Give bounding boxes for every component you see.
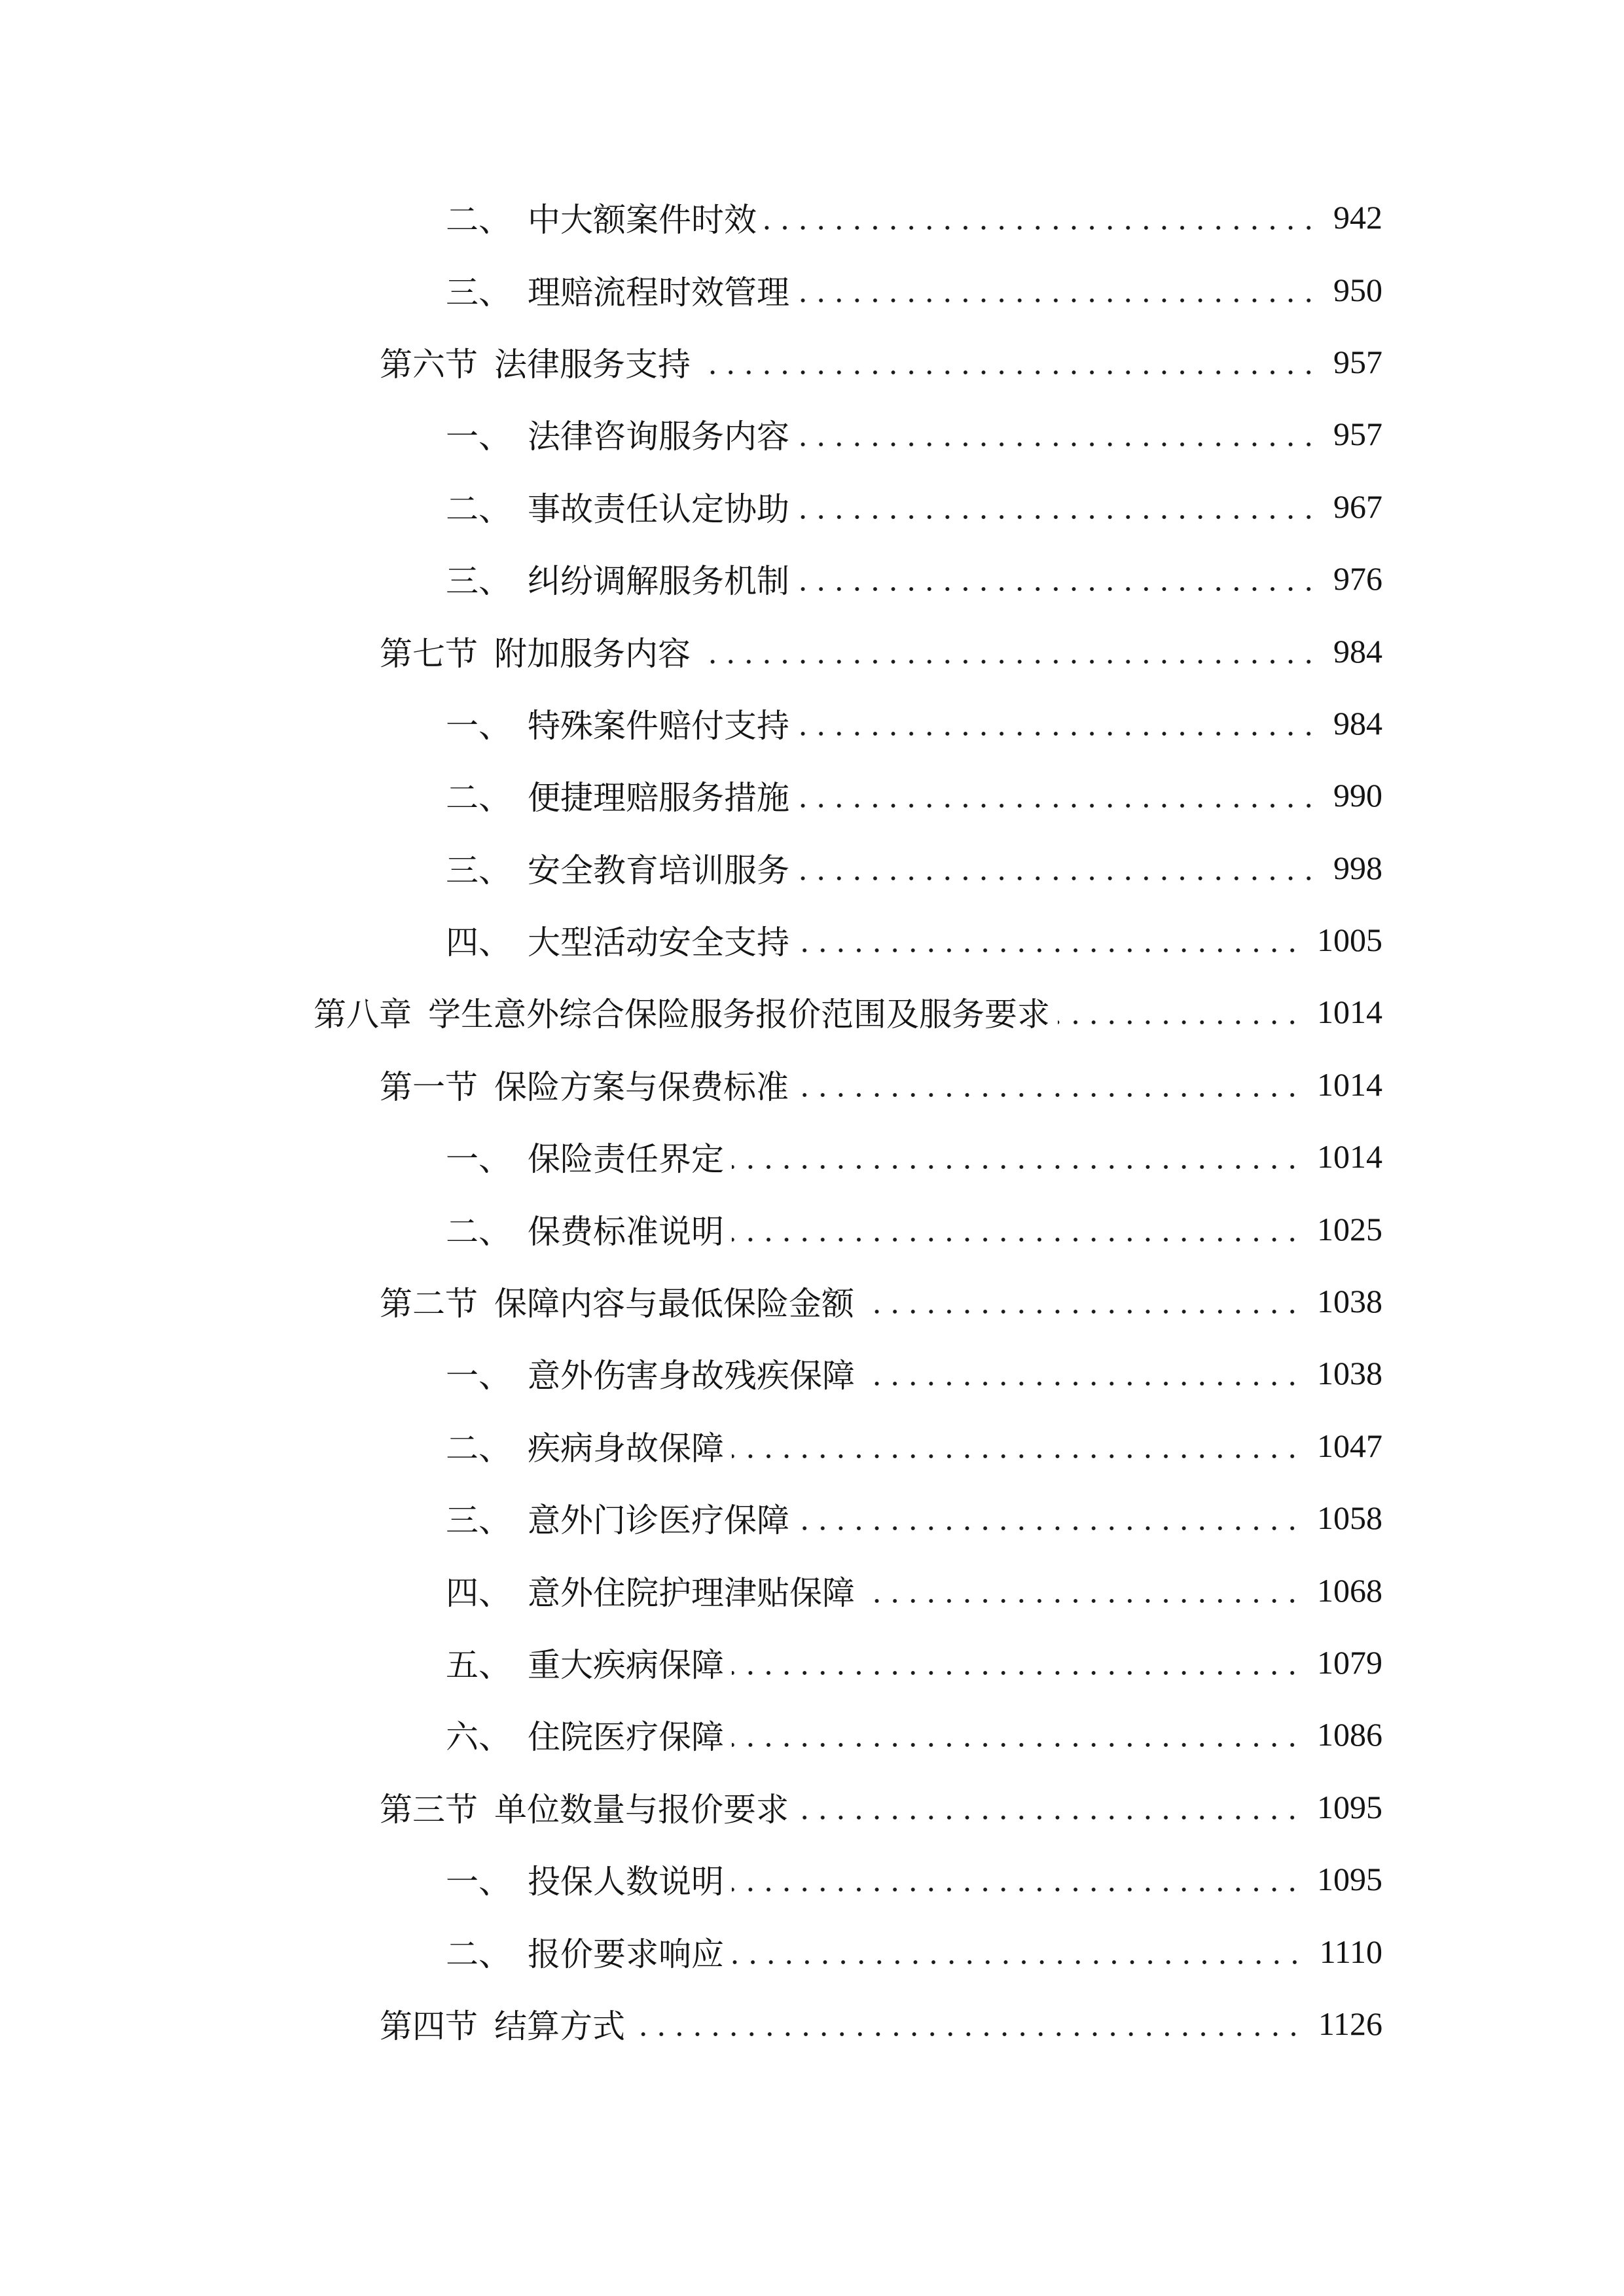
toc-entry-title: 疾病身故保障: [528, 1429, 724, 1467]
dot-leader: [732, 1429, 1301, 1462]
toc-entry-page: 1058: [1317, 1499, 1382, 1537]
toc-section-entry[interactable]: [314, 1049, 1382, 1121]
toc-section-entry[interactable]: [314, 326, 1382, 398]
dot-leader: [732, 1213, 1301, 1246]
toc-subsection-entry[interactable]: [314, 687, 1382, 759]
dot-leader: [797, 1501, 1301, 1534]
toc-entry-page: 1038: [1317, 1355, 1382, 1392]
dot-leader: [1058, 996, 1301, 1028]
toc-entry-page: 942: [1333, 199, 1382, 236]
toc-entry-number: 六、: [446, 1719, 511, 1756]
toc-entry-number: 一、: [446, 418, 511, 456]
toc-entry-number: 三、: [446, 852, 511, 889]
toc-entry-title: 保险责任界定: [528, 1141, 724, 1178]
toc-entry-page: 1014: [1317, 1066, 1382, 1103]
toc-entry-page: 1110: [1319, 1933, 1382, 1970]
toc-entry-page: 967: [1333, 488, 1382, 525]
dot-leader: [732, 1935, 1304, 1968]
table-of-contents: [314, 181, 1382, 2060]
toc-subsection-entry[interactable]: [314, 1554, 1382, 1626]
toc-subsection-entry[interactable]: [314, 1843, 1382, 1915]
toc-entry-page: 1126: [1318, 2005, 1382, 2042]
dot-leader: [797, 852, 1318, 884]
toc-entry-page: 990: [1333, 777, 1382, 814]
toc-entry-page: 1095: [1317, 1861, 1382, 1898]
toc-entry-title: 纠纷调解服务机制: [528, 563, 789, 600]
dot-leader: [698, 346, 1318, 378]
toc-section-entry[interactable]: [314, 615, 1382, 687]
toc-subsection-entry[interactable]: [314, 471, 1382, 543]
dot-leader: [732, 1646, 1301, 1679]
toc-entry-number: 二、: [446, 1429, 511, 1467]
toc-entry-number: 第七节: [380, 635, 478, 672]
toc-entry-title: 保障内容与最低保险金额: [494, 1285, 854, 1323]
toc-entry-number: 三、: [446, 274, 511, 311]
toc-entry-number: 二、: [446, 1213, 511, 1250]
toc-entry-number: 一、: [446, 1357, 511, 1395]
toc-entry-number: 三、: [446, 563, 511, 600]
dot-leader: [797, 490, 1318, 523]
dot-leader: [797, 779, 1318, 812]
toc-entry-number: 四、: [446, 1574, 511, 1611]
toc-entry-page: 1005: [1317, 922, 1382, 959]
toc-subsection-entry[interactable]: [314, 832, 1382, 904]
toc-entry-title: 保费标准说明: [528, 1213, 724, 1250]
toc-section-entry[interactable]: [314, 1265, 1382, 1337]
dot-leader: [633, 2007, 1303, 2040]
toc-chapter-entry[interactable]: [314, 976, 1382, 1048]
toc-subsection-entry[interactable]: [314, 1121, 1382, 1193]
dot-leader: [797, 924, 1301, 956]
dot-leader: [765, 201, 1318, 234]
toc-subsection-entry[interactable]: [314, 543, 1382, 615]
toc-entry-page: 1068: [1317, 1571, 1382, 1609]
toc-entry-number: 第四节: [380, 2007, 478, 2045]
toc-subsection-entry[interactable]: [314, 181, 1382, 253]
toc-subsection-entry[interactable]: [314, 759, 1382, 831]
toc-entry-number: 一、: [446, 707, 511, 744]
toc-subsection-entry[interactable]: [314, 904, 1382, 976]
toc-entry-page: 950: [1333, 271, 1382, 308]
toc-entry-title: 结算方式: [494, 2007, 625, 2045]
toc-entry-title: 意外伤害身故残疾保障: [528, 1357, 855, 1395]
toc-subsection-entry[interactable]: [314, 1626, 1382, 1698]
toc-entry-title: 住院医疗保障: [528, 1719, 724, 1756]
toc-entry-page: 957: [1333, 343, 1382, 380]
toc-subsection-entry[interactable]: [314, 253, 1382, 325]
toc-entry-title: 法律服务支持: [494, 346, 691, 383]
toc-entry-page: 998: [1333, 849, 1382, 886]
toc-entry-page: 984: [1333, 632, 1382, 670]
toc-section-entry[interactable]: [314, 1988, 1382, 2060]
toc-subsection-entry[interactable]: [314, 1915, 1382, 1987]
toc-subsection-entry[interactable]: [314, 1482, 1382, 1554]
toc-entry-title: 中大额案件时效: [528, 202, 757, 239]
toc-entry-page: 1025: [1317, 1210, 1382, 1247]
toc-entry-page: 1047: [1317, 1427, 1382, 1464]
toc-subsection-entry[interactable]: [314, 1698, 1382, 1770]
dot-leader: [732, 1718, 1301, 1751]
toc-entry-title: 意外住院护理津贴保障: [528, 1574, 855, 1611]
toc-entry-page: 957: [1333, 416, 1382, 453]
toc-entry-title: 重大疾病保障: [528, 1647, 724, 1683]
dot-leader: [797, 707, 1318, 740]
toc-entry-number: 第三节: [380, 1791, 478, 1828]
toc-entry-number: 二、: [446, 1935, 511, 1973]
toc-entry-page: 1014: [1317, 1138, 1382, 1175]
dot-leader: [732, 1140, 1301, 1173]
toc-entry-page: 1038: [1317, 1283, 1382, 1320]
toc-entry-title: 保险方案与保费标准: [494, 1068, 789, 1105]
toc-entry-number: 一、: [446, 1863, 511, 1901]
toc-entry-number: 第一节: [380, 1068, 478, 1105]
dot-leader: [863, 1357, 1301, 1390]
toc-entry-number: 二、: [446, 202, 511, 239]
toc-entry-page: 976: [1333, 560, 1382, 598]
toc-entry-number: 二、: [446, 780, 511, 817]
toc-entry-title: 大型活动安全支持: [528, 924, 789, 961]
toc-section-entry[interactable]: [314, 1771, 1382, 1843]
toc-entry-page: 1095: [1317, 1788, 1382, 1825]
toc-entry-page: 1014: [1317, 994, 1382, 1031]
toc-entry-title: 投保人数说明: [528, 1863, 724, 1901]
dot-leader: [863, 1574, 1301, 1607]
toc-entry-number: 第六节: [380, 346, 478, 383]
dot-leader: [797, 274, 1318, 306]
toc-entry-title: 学生意外综合保险服务报价范围及服务要求: [428, 996, 1050, 1033]
dot-leader: [797, 1068, 1301, 1101]
toc-entry-title: 意外门诊医疗保障: [528, 1502, 789, 1539]
dot-leader: [797, 418, 1318, 450]
toc-entry-title: 特殊案件赔付支持: [528, 707, 789, 744]
toc-entry-number: 一、: [446, 1141, 511, 1178]
toc-entry-title: 事故责任认定协助: [528, 490, 789, 528]
toc-entry-number: 第八章: [314, 996, 412, 1033]
toc-subsection-entry[interactable]: [314, 398, 1382, 470]
toc-entry-title: 安全教育培训服务: [528, 852, 789, 889]
toc-entry-title: 报价要求响应: [528, 1935, 724, 1973]
toc-entry-title: 单位数量与报价要求: [494, 1791, 789, 1828]
toc-subsection-entry[interactable]: [314, 1337, 1382, 1409]
toc-subsection-entry[interactable]: [314, 1410, 1382, 1482]
toc-subsection-entry[interactable]: [314, 1193, 1382, 1265]
toc-entry-page: 984: [1333, 704, 1382, 742]
dot-leader: [862, 1285, 1301, 1318]
toc-entry-title: 法律咨询服务内容: [528, 418, 789, 456]
toc-entry-number: 三、: [446, 1502, 511, 1539]
toc-entry-title: 便捷理赔服务措施: [528, 780, 789, 817]
toc-entry-page: 1079: [1317, 1644, 1382, 1681]
toc-entry-number: 二、: [446, 490, 511, 528]
toc-entry-number: 第二节: [380, 1285, 478, 1323]
toc-entry-title: 理赔流程时效管理: [528, 274, 789, 311]
toc-entry-number: 五、: [446, 1647, 511, 1683]
toc-entry-page: 1086: [1317, 1716, 1382, 1753]
dot-leader: [698, 635, 1318, 668]
toc-entry-title: 附加服务内容: [494, 635, 691, 672]
dot-leader: [732, 1863, 1301, 1895]
dot-leader: [797, 1791, 1301, 1823]
dot-leader: [797, 562, 1318, 595]
toc-entry-number: 四、: [446, 924, 511, 961]
